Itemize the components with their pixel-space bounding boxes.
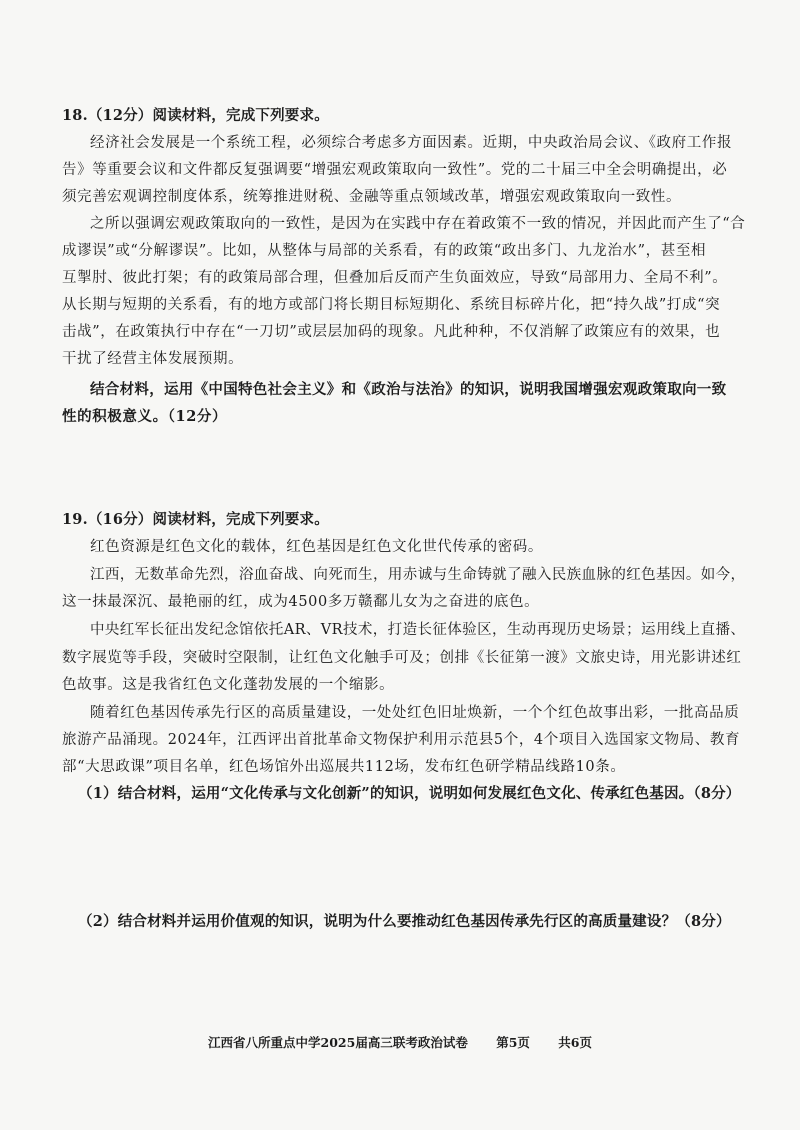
q18-material-line: 之所以强调宏观政策取向的一致性，是因为在实践中存在着政策不一致的情况，并因此而产生了“合	[90, 216, 746, 232]
q18-requirement-cont: 性的积极意义。（12分）	[62, 408, 228, 425]
q18-material-line: 成谬误”或“分解谬误”。比如，从整体与局部的关系看，有的政策“政出多门、九龙治水”，甚至相	[62, 243, 707, 259]
q19-material-line: 数字展览等手段，突破时空限制，让红色文化触手可及；创排《长征第一渡》文旅史诗，用光影讲述红	[62, 650, 742, 666]
q19-sub-question-2: （2）结合材料并运用价值观的知识，说明为什么要推动红色基因传承先行区的高质量建设？（8分）	[78, 913, 731, 930]
q19-material-line: 江西，无数革命先烈，浴血奋战、向死而生，用赤诚与生命铸就了融入民族血脉的红色基因。如今，	[90, 567, 746, 583]
q18-material-line: 击战”，在政策执行中存在“一刀切”或层层加码的现象。凡此种种，不仅消解了政策应有的效果，也	[62, 324, 721, 340]
q19-material-line: 色故事。这是我省红色文化蓬勃发展的一个缩影。	[62, 677, 395, 693]
footer-page-number: 第5页	[496, 1035, 530, 1050]
question-18-heading: 18.（12分）阅读材料，完成下列要求。	[62, 107, 329, 124]
q19-material-line: 旅游产品涌现。2024年，江西评出首批革命文物保护利用示范县5个，4个项目入选国家文物局、教育	[62, 732, 741, 748]
q18-material-line: 告》等重要会议和文件都反复强调要“增强宏观政策取向一致性”。党的二十届三中全会明确提出，必	[62, 162, 728, 178]
q18-material-line: 从长期与短期的关系看，有的地方或部门将长期目标短期化、系统目标碎片化，把“持久战”打成“突	[62, 297, 721, 313]
q18-material-line: 互掣肘、彼此打架；有的政策局部合理，但叠加后反而产生负面效应，导致“局部用力、全局不利”。	[62, 270, 728, 286]
page-footer	[0, 1033, 800, 1051]
q18-requirement: 结合材料，运用《中国特色社会主义》和《政治与法治》的知识，说明我国增强宏观政策取向一致	[90, 381, 727, 398]
question-19-heading: 19.（16分）阅读材料，完成下列要求。	[62, 511, 329, 528]
q19-material-line: 红色资源是红色文化的载体，红色基因是红色文化世代传承的密码。	[90, 539, 543, 555]
q18-material-line: 经济社会发展是一个系统工程，必须综合考虑多方面因素。近期，中央政治局会议、《政府工作报	[90, 135, 733, 151]
q19-material-line: 随着红色基因传承先行区的高质量建设，一处处红色旧址焕新，一个个红色故事出彩，一批高品质	[90, 705, 740, 721]
footer-total-pages: 共6页	[558, 1035, 592, 1050]
q19-material-line: 部“大思政课”项目名单，红色场馆外出巡展共112场，发布红色研学精品线路10条。	[62, 759, 626, 775]
q19-material-line: 中央红军长征出发纪念馆依托AR、VR技术，打造长征体验区，生动再现历史场景；运用线上直播、	[90, 622, 746, 638]
q18-material-line: 须完善宏观调控制度体系，统筹推进财税、金融等重点领域改革，增强宏观政策取向一致性。	[62, 189, 682, 205]
q18-material-line: 干扰了经营主体发展预期。	[62, 351, 244, 367]
q19-sub-question-1: （1）结合材料，运用“文化传承与文化创新”的知识，说明如何发展红色文化、传承红色基因。（8分）	[78, 785, 741, 802]
footer-exam-title: 江西省八所重点中学2025届高三联考政治试卷	[208, 1035, 468, 1050]
q19-material-line: 这一抹最深沉、最艳丽的红，成为4500多万赣鄱儿女为之奋进的底色。	[62, 594, 540, 610]
